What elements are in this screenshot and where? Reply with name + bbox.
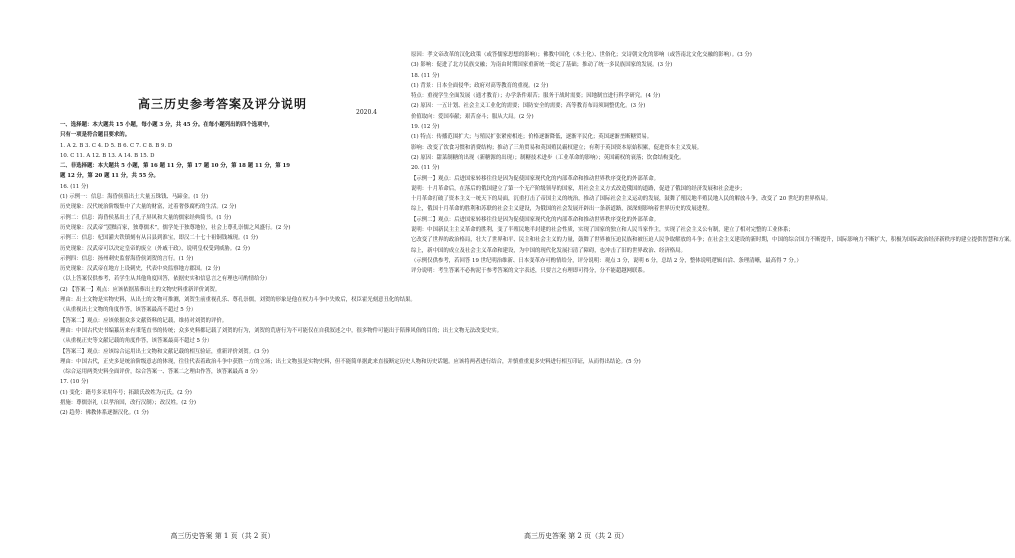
right-text-block	[411, 50, 1015, 277]
text-line: 20. (11 分)	[411, 165, 440, 172]
text-line: 评分说明：考生答案不必拘泥于参考答案的文字表述，只要言之有理即可得分，分不能超越网联系。	[411, 268, 649, 275]
text-line: （以上答案仅供参考，若学生从其他角度回答，依据史实和信息言之有理也可酌情给分）	[60, 276, 271, 283]
text-line: 19. (12 分)	[411, 124, 440, 131]
text-line: (2) 趋势：佛教体系逐渐汉化。(1 分)	[60, 410, 149, 417]
text-line: （从重视正史等文献记载的角度作答，该答案最高不超过 5 分）	[60, 338, 213, 345]
text-line: 一、选择题：本大题共 15 小题，每小题 3 分，共 45 分。在每小题列出的四个选项中，	[60, 122, 274, 128]
text-line: 10. C 11. A 12. B 13. A 14. B 15. D	[60, 152, 155, 159]
right-column	[411, 0, 1015, 558]
text-line: 综上，俄国十月革命的胜利和苏联的社会主义建设，为俄国的社会发展开辟出一条新道路，深深刻影响着世界历史的发展进程。	[411, 206, 713, 213]
text-line: 综上，新中国的成立及社会主义革命和建设，为中国的现代化发展扫清了障碍，也冲击了旧的世界政治、经济格局。	[411, 247, 686, 254]
text-line: 【示例一】观点：后进国家转移往往是因为促使国家现代化的内部革命和推动世界秩序变化的外部革命。	[411, 175, 659, 182]
text-line: 价值取向：爱国奉献；艰苦奋斗；服从大局。(2 分)	[411, 113, 534, 120]
text-line: 说明：中国新民主主义革命的胜利，变了半殖民地半封建的社会性质，实现了国家的独立和人民当家作主，实现了社会主义公有制，建立了相对完整的工业体系；	[411, 227, 794, 234]
text-line: 17. (10 分)	[60, 379, 89, 386]
text-line: (1) 示例一：信息：海昏侯墓出土大量五铢钱、马蹄金。(1 分)	[60, 194, 209, 201]
text-line: 二、非选择题：本大题共 5 小题，第 16 题 11 分，第 17 题 10 分，第 18 题 11 分，第 19	[60, 163, 290, 170]
text-line: 历史现象：汉武帝可以决定皇帝的废立（外戚干政），说明皇权受到威胁。(2 分)	[60, 245, 250, 252]
text-line: 题 12 分，第 20 题 11 分，共 55 分。	[60, 173, 159, 180]
text-line: 它改变了世界的政治格局，壮大了世界和平、民主和社会主义的力量，鼓舞了世界被压迫民族和被压迫人民争取解放的斗争；在社会主义建设的新时期，中国的综合国力不断提升，国际影响力不断扩大，积极为国际政治经济新秩序的建立提供智慧和方案。	[411, 237, 1015, 244]
text-line: 示例四：信息：扬州刺史监督海昏侯刘贺的言行。(1 分)	[60, 255, 194, 262]
text-line: 1. A 2. B 3. C 4. D 5. B 6. C 7. C 8. B 9. D	[60, 142, 173, 149]
text-line: （示例仅供参考，若回答 19 世纪明治维新、日本变革亦可酌情给分，评分说明：观点 3 分，说明 6 分，总结 2 分，整体说明逻辑自洽、条理清晰，最高得 7 分。）	[411, 257, 802, 264]
footer-right: 高三历史答案 第 2 页（共 2 页）	[523, 532, 629, 540]
text-line: (1) 变化：籍号多采用年号；拓跋氏改姓为元氏。(2 分)	[60, 389, 192, 396]
text-line: (2) 【答案一】观点：应该依据墓葬出土的文物史料重新评价刘贺。	[60, 286, 221, 293]
text-line: 说明：十月革命后，在落后的俄国建立了第一个无产阶级领导的国家，用社会主义方式改造俄国的道路，促进了俄国的经济发展和社会进步；	[411, 185, 746, 192]
text-line: 十月革命打破了资本主义一统天下的局面，沉重打击了帝国主义的统治，推动了国际社会主义运动的发展，鼓舞了殖民地半殖民地人民的解放斗争，改变了 20 世纪的世界格局。	[411, 196, 831, 203]
text-line: 示例三：信息：杞国灌夫铁镇刻有从吕县到淮宝，即汉二十七十祖铜钱城现。(1 分)	[60, 235, 259, 242]
page-title: 高三历史参考答案及评分说明	[137, 97, 307, 111]
text-line: 措施：尊儒崇礼（以孝治国，改行汉制）；改汉姓。(2 分)	[60, 400, 197, 407]
text-line: 历史现象：汉武帝“罢黜百家，独尊儒术”，儒学处于独尊地位，社会上尊孔崇儒之风盛行。(2 分)	[60, 224, 291, 231]
document-date: 2020.4	[356, 109, 377, 116]
text-line: (1) 特点：传播范围扩大；与殖民扩张紧密相连；价格逐渐降低，逐渐平民化；英国逐渐垄断糖贸易。	[411, 134, 653, 141]
text-line: 【答案三】观点：应该综合运用出土文物和文献记载的相互验证，重新评价刘贺。(3 分)	[60, 348, 269, 355]
text-line: 【答案二】观点：应该依据众多文献资料的记载，维持对刘贺的评价。	[60, 317, 228, 324]
text-line: 原因：孝文帝改革的汉化政策（或答儒家思想的影响）；佛教中国化（本土化）、世俗化；交诗朝文化的影响（或答南北文化交融的影响）。(3 分)	[411, 52, 752, 58]
footer-left: 高三历史答案 第 1 页（共 2 页）	[170, 532, 275, 540]
text-line: (1) 背景：日本全面侵华；政府对高等教育的重视。(2 分)	[411, 82, 549, 89]
text-line: 示例二：信息：海昏侯墓出土了孔子屏风和大量的儒家经典简书。(1 分)	[60, 214, 232, 221]
text-line: 特点：重视学生全面发展（通才教育）；办学条件艰苦；服务于战时需要；因地制宜进行科学研究。(4 分)	[411, 93, 661, 100]
text-line: 历史现象：汉武帝在地方上设刺史，代表中央监察地方郡国。(2 分)	[60, 266, 221, 273]
text-line: 理由：出土文物是实物史料，从出土的文物可推测，刘贺生前重视孔乐、尊孔崇儒，刘贺的形象是他在权力斗争中失败后，权臣霍光刻意丑化的结果。	[60, 297, 416, 304]
text-line: 理由：中国古代，正史多是统治阶级意志的体现，往往代表着政治斗争中获胜一方的立场；出土文物虽是实物史料，但不能简单据此来直接断定历史人物和历史话题。应该将两者进行结合，并慎重重更多史料进行相互印证，从而得出结论。(5 分)	[60, 358, 641, 365]
text-line: （综合运用两类史料全面评价，综合答案一、答案二之理由作答，该答案最高 8 分）	[60, 369, 261, 376]
text-line: （从重视出土文物的角度作答，该答案最高不超过 5 分）	[60, 307, 197, 314]
text-line: 【示例二】观点：后进国家转移往往是因为促使国家现代化的内部革命和推动世界秩序变化的外部革命。	[411, 216, 659, 223]
text-line: (3) 影响：促进了北方民族交融；为南由时期国家重新统一奠定了基础；推动了统一多民族国家的发展。(3 分)	[411, 62, 673, 69]
text-line: (2) 原因：甜菜制糖的出现（新糖源的出现）；制糖技术进步（工业革命的影响）；英国霸权的衰落；饮食结构变化。	[411, 154, 685, 161]
text-line: 历史现象：汉代统治阶级集中了大量的财富，过着奢侈腐朽的生活。(2 分)	[60, 204, 237, 211]
text-line: (2) 原因：一五计划、社会主义工业化的需要；国防安全的需要；高等教育布局须调整优化。(3 分)	[411, 103, 646, 110]
text-line: 只有一项是符合题目要求的。	[60, 132, 131, 139]
text-line: 理由：中国古代史书编纂历来有秉笔直书的传统；众多史料都记载了刘贺的行为，刘贺的荒唐行为不可能仅在自我叙述之中，很多物件可能出于陪葬风俗的目的；出土文物无法改变史实。	[60, 327, 503, 334]
text-line: 影响：改变了饮食习惯和消费结构；推动了三角贸易和英国殖民霸权建立；有利于英国资本原始积累，促进资本主义发展。	[411, 144, 703, 151]
text-line: 18. (11 分)	[411, 72, 440, 79]
text-line: 16. (11 分)	[60, 183, 89, 190]
